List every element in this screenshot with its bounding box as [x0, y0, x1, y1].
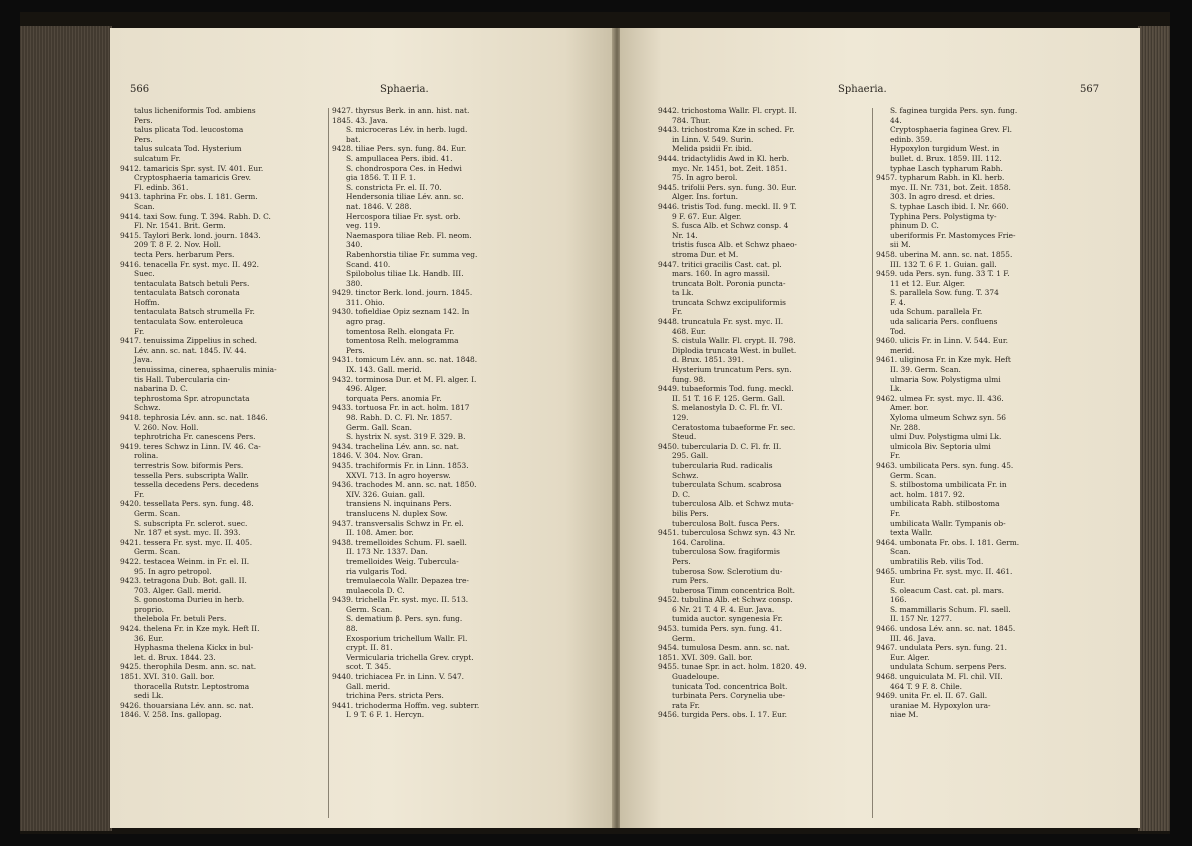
entry-continuation: trichina Pers. stricta Pers. — [346, 691, 444, 701]
entry-continuation: bullet. d. Brux. 1859. III. 112. — [890, 153, 1002, 163]
entry-continuation: tomentosa Relh. elongata Fr. — [346, 326, 455, 336]
entry-continuation: scot. T. 345. — [346, 662, 392, 672]
right-page — [620, 28, 1140, 828]
entry-continuation: II. 51 T. 16 F. 125. Germ. Gall. — [672, 393, 785, 403]
entry-continuation: 340. — [346, 240, 363, 250]
entry-continuation: Fr. — [672, 307, 683, 317]
entry-line: 9460. ulicis Fr. in Linn. V. 544. Eur. — [876, 336, 1008, 346]
entry-line: 9417. tenuissima Zippelius in sched. — [120, 336, 258, 346]
entry-line: 9464. umbonata Fr. obs. I. 181. Germ. — [876, 537, 1020, 547]
entry-continuation: mars. 160. In agro massil. — [672, 269, 770, 279]
entry-continuation: tentaculata Batsch strumella Fr. — [134, 307, 255, 317]
entry-line: 9413. taphrina Fr. obs. I. 181. Germ. — [120, 192, 258, 202]
entry-continuation: tomentosa Relh. melogramma — [346, 336, 459, 346]
entry-continuation: 75. In agro berol. — [672, 173, 738, 183]
page-edges-right — [1138, 26, 1170, 831]
entry-continuation: II. 108. Amer. bor. — [346, 528, 414, 538]
entry-continuation: 784. Thur. — [672, 115, 711, 125]
entry-line: 9466. undosa Lév. ann. sc. nat. 1845. — [876, 624, 1016, 634]
entry-continuation: Hendersonia tiliae Lév. ann. sc. — [346, 192, 464, 202]
entry-continuation: gia 1856. T. II F. 1. — [346, 173, 416, 183]
entry-continuation: 464 T. 9 F. 8. Chile. — [890, 681, 962, 691]
entry-continuation: ulmi Duv. Polystigma ulmi Lk. — [890, 432, 1002, 442]
entry-line: 9424. thelena Fr. in Kze myk. Heft II. — [120, 624, 260, 634]
entry-line: 9447. tritici gracilis Cast. cat. pl. — [658, 259, 782, 269]
entry-line: 9443. trichostroma Kze in sched. Fr. — [658, 125, 795, 135]
entry-line: 9462. ulmea Fr. syst. myc. II. 436. — [876, 393, 1004, 403]
entry-continuation: Hoffm. — [134, 297, 160, 307]
entry-continuation: II. 173 Nr. 1337. Dan. — [346, 547, 428, 557]
entry-continuation: in Linn. V. 549. Surin. — [672, 134, 754, 144]
entry-continuation: Germ. Scan. — [890, 470, 937, 480]
entry-line: 1846. V. 258. Ins. gallopag. — [120, 710, 222, 720]
entry-continuation: S. hystrix N. syst. 319 F. 329. B. — [346, 432, 466, 442]
entry-continuation: Scan. — [134, 201, 155, 211]
entry-line: 9435. trachiformis Fr. in Linn. 1853. — [332, 460, 469, 470]
entry-continuation: truncata Schwz excipuliformis — [672, 297, 786, 307]
entry-continuation: S. cistula Wallr. Fl. crypt. II. 798. — [672, 336, 796, 346]
entry-continuation: Java. — [134, 355, 153, 365]
entry-continuation: texta Wallr. — [890, 528, 933, 538]
entry-continuation: sedi Lk. — [134, 691, 164, 701]
entry-continuation: tumida auctor. syngenesia Fr. — [672, 614, 783, 624]
entry-continuation: talus licheniformis Tod. ambiens — [134, 106, 256, 115]
entry-continuation: Diplodia truncata West. in bullet. — [672, 345, 797, 355]
entry-line: 9415. Taylori Berk. lond. journ. 1843. — [120, 230, 261, 240]
entry-line: 9456. turgida Pers. obs. I. 17. Eur. — [658, 710, 788, 720]
entry-continuation: ulmaria Sow. Polystigma ulmi — [890, 374, 1001, 384]
entry-continuation: sulcatum Fr. — [134, 153, 181, 163]
entry-line: 9418. tephrosia Lév. ann. sc. nat. 1846. — [120, 413, 268, 422]
entry-continuation: Ceratostoma tubaeforme Fr. sec. — [672, 422, 796, 432]
entry-continuation: uraniae M. Hypoxylon ura- — [890, 700, 991, 710]
entry-line: 9423. tetragona Dub. Bot. gall. II. — [120, 576, 247, 586]
entry-continuation: S. dematium β. Pers. syn. fung. — [346, 614, 463, 624]
entry-continuation: Cryptosphaeria faginea Grev. Fl. — [890, 125, 1013, 135]
entry-continuation: ulmicola Biv. Septoria ulmi — [890, 441, 991, 451]
entry-continuation: III. 132 T. 6 F. 1. Guian. gall. — [890, 259, 997, 269]
entry-continuation: Tod. — [890, 326, 906, 336]
entry-continuation: XIV. 326. Guian. gall. — [346, 489, 425, 499]
entry-continuation: Pers. — [346, 345, 365, 355]
entry-continuation: Schwz. — [672, 470, 699, 480]
entry-continuation: Suec. — [134, 269, 155, 279]
entry-continuation: S. constricta Fr. el. II. 70. — [346, 182, 442, 192]
entry-continuation: S. parallela Sow. fung. T. 374 — [890, 288, 999, 298]
entry-continuation: 496. Alger. — [346, 384, 387, 394]
entry-continuation: umbratilis Reb. vilis Tod. — [890, 556, 984, 566]
entry-continuation: talus sulcata Tod. Hysterium — [134, 144, 242, 154]
entry-continuation: umbilicata Wallr. Tympanis ob- — [890, 518, 1006, 528]
entry-continuation: rata Fr. — [672, 700, 700, 710]
entry-line: 9439. trichella Fr. syst. myc. II. 513. — [332, 595, 469, 605]
entry-continuation: S. fusca Alb. et Schwz consp. 4 — [672, 221, 789, 231]
entry-line: 9469. unita Fr. el. II. 67. Gall. — [876, 691, 988, 701]
entry-continuation: tremulaecola Wallr. Depazea tre- — [346, 576, 469, 586]
entry-continuation: ria vulgaris Tod. — [346, 566, 408, 576]
entry-continuation: S. microceras Lév. in herb. lugd. — [346, 125, 468, 135]
entry-continuation: tecta Pers. herbarum Pers. — [134, 249, 235, 259]
entry-continuation: 703. Alger. Gall. merid. — [134, 585, 222, 595]
entry-continuation: II. 157 Nr. 1277. — [890, 614, 953, 624]
entry-continuation: undulata Schum. serpens Pers. — [890, 662, 1007, 672]
entry-line: 9428. tiliae Pers. syn. fung. 84. Eur. — [332, 144, 467, 154]
entry-continuation: S. gonostoma Durieu in herb. — [134, 595, 245, 605]
entry-continuation: crypt. II. 81. — [346, 643, 393, 653]
entry-line: 9468. unguiculata M. Fl. chil. VII. — [876, 672, 1003, 682]
entry-line: 9433. tortuosa Fr. in act. holm. 1817 — [332, 403, 470, 413]
entry-line: 9455. tunae Spr. in act. holm. 1820. 49. — [658, 662, 807, 672]
entry-continuation: tubercularia Rud. radicalis — [672, 460, 773, 470]
entry-continuation: agro prag. — [346, 317, 386, 327]
entry-continuation: Cryptosphaeria tamaricis Grev. — [134, 173, 252, 183]
entry-line: 9445. trifolii Pers. syn. fung. 30. Eur. — [658, 182, 797, 192]
entry-continuation: 95. In agro petropol. — [134, 566, 212, 576]
entry-continuation: 9 F. 67. Eur. Alger. — [672, 211, 742, 221]
entry-continuation: tunicata Tod. concentrica Bolt. — [672, 681, 788, 691]
entry-continuation: Fr. — [890, 451, 901, 461]
entry-continuation: truncata Bolt. Poronia puncta- — [672, 278, 786, 288]
entry-continuation: XXVI. 713. In agro hoyersw. — [346, 470, 451, 480]
entry-line: 9425. therophila Desm. ann. sc. nat. — [120, 662, 257, 672]
entry-line: 1851. XVI. 309. Gall. bor. — [658, 652, 753, 662]
entry-continuation: merid. — [890, 345, 915, 355]
entry-line: 1845. 43. Java. — [332, 115, 388, 125]
page-number: 566 — [130, 84, 150, 95]
entry-continuation: thelebola Fr. betuli Pers. — [134, 614, 227, 624]
entry-line: 1851. XVI. 310. Gall. bor. — [120, 672, 215, 682]
entry-continuation: II. 39. Germ. Scan. — [890, 365, 961, 375]
entry-continuation: d. Brux. 1851. 391. — [672, 355, 744, 365]
entry-continuation: Rabenhorstia tiliae Fr. summa veg. — [346, 249, 478, 259]
entry-continuation: III. 46. Java. — [890, 633, 936, 643]
entry-continuation: S. chondrospora Ces. in Hedwi — [346, 163, 462, 173]
entry-continuation: 98. Rabh. D. C. Fl. Nr. 1857. — [346, 413, 453, 422]
entry-continuation: Amer. bor. — [890, 403, 929, 413]
entry-continuation: Germ. Scan. — [134, 547, 181, 557]
entry-continuation: S. oleacum Cast. cat. pl. mars. — [890, 585, 1004, 595]
column-rule — [328, 108, 329, 818]
entry-line: 9414. taxi Sow. fung. T. 394. Rabh. D. C. — [120, 211, 271, 221]
running-title: Sphaeria. — [380, 84, 429, 95]
entry-continuation: proprio. — [134, 604, 165, 614]
entry-continuation: 11 et 12. Eur. Alger. — [890, 278, 965, 288]
entry-continuation: tuberosa Timm concentrica Bolt. — [672, 585, 795, 595]
entry-continuation: talus plicata Tod. leucostoma — [134, 125, 244, 135]
entry-continuation: tessella Pers. subscripta Wallr. — [134, 470, 249, 480]
left-page — [110, 28, 615, 828]
entry-line: 9461. uliginosa Fr. in Kze myk. Heft — [876, 355, 1011, 365]
entry-continuation: Hercospora tiliae Fr. syst. orb. — [346, 211, 461, 221]
entry-continuation: rolina. — [134, 451, 159, 461]
entry-line: 9444. tridactylidis Awd in Kl. herb. — [658, 153, 789, 163]
entry-continuation: Germ. Scan. — [134, 508, 181, 518]
entry-continuation: Lév. ann. sc. nat. 1845. IV. 44. — [134, 345, 247, 355]
entry-continuation: tremelloides Weig. Tubercula- — [346, 556, 459, 566]
entry-line: 9431. tomicum Lév. ann. sc. nat. 1848. — [332, 355, 478, 365]
running-title: Sphaeria. — [838, 84, 887, 95]
entry-continuation: Guadeloupe. — [672, 672, 720, 682]
entry-line: 9459. uda Pers. syn. fung. 33 T. 1 F. — [876, 269, 1010, 279]
entry-continuation: Pers. — [134, 115, 153, 125]
entry-continuation: 164. Carolina. — [672, 537, 726, 547]
entry-continuation: tenuissima, cinerea, sphaerulis minia- — [134, 365, 277, 375]
entry-line: 9458. uberina M. ann. sc. nat. 1855. — [876, 249, 1013, 259]
entry-line: 9450. tubercularia D. C. Fl. fr. II. — [658, 441, 782, 451]
entry-continuation: veg. 119. — [346, 221, 381, 231]
entry-continuation: fung. 98. — [672, 374, 706, 384]
entry-line: 9426. thouarsiana Lév. ann. sc. nat. — [120, 700, 254, 710]
entry-line: 9421. tessera Fr. syst. myc. II. 405. — [120, 537, 253, 547]
column-rule — [872, 108, 873, 818]
entry-continuation: Scand. 410. — [346, 259, 391, 269]
entry-continuation: thoracella Rutstr. Leptostroma — [134, 681, 250, 691]
entry-continuation: tuberculosa Sow. fragiformis — [672, 547, 780, 557]
entry-continuation: tuberculosa Bolt. fusca Pers. — [672, 518, 780, 528]
entry-line: 9465. umbrina Fr. syst. myc. II. 461. — [876, 566, 1013, 576]
entry-line: 9436. trachodes M. ann. sc. nat. 1850. — [332, 480, 477, 490]
entry-continuation: S. ampullacea Pers. ibid. 41. — [346, 153, 453, 163]
entry-continuation: S. mammillaris Schum. Fl. saell. — [890, 604, 1011, 614]
entry-continuation: Fl. edinb. 361. — [134, 182, 189, 192]
entry-line: 9422. testacea Weinm. in Fr. el. II. — [120, 556, 250, 566]
entry-line: 9419. teres Schwz in Linn. IV. 46. Ca- — [120, 441, 261, 451]
entry-continuation: translucens N. duplex Sow. — [346, 508, 448, 518]
entry-line: 9452. tubulina Alb. et Schwz consp. — [658, 595, 793, 605]
entry-continuation: Germ. — [672, 633, 696, 643]
entry-continuation: Gall. merid. — [346, 681, 391, 691]
entry-continuation: tuberosa Sow. Sclerotium du- — [672, 566, 783, 576]
entry-continuation: stroma Dur. et M. — [672, 249, 739, 259]
entry-line: 9457. typharum Rabh. in Kl. herb. — [876, 173, 1005, 183]
entry-line: 9429. tinctor Berk. lond. journ. 1845. — [332, 288, 473, 298]
entry-line: 9451. tuberculosa Schwz syn. 43 Nr. — [658, 528, 796, 538]
entry-continuation: niae M. — [890, 710, 919, 720]
entry-continuation: S. subscripta Fr. sclerot. suec. — [134, 518, 248, 528]
entry-line: 9430. tofieldiae Opiz seznam 142. In — [332, 307, 470, 317]
entry-line: 9427. thyrsus Berk. in ann. hist. nat. — [332, 106, 470, 115]
entry-continuation: torquata Pers. anomia Fr. — [346, 393, 442, 403]
entry-continuation: Spilobolus tiliae Lk. Handb. III. — [346, 269, 464, 279]
entry-line: 9448. truncatula Fr. syst. myc. II. — [658, 317, 784, 327]
entry-continuation: tentaculata Batsch betuli Pers. — [134, 278, 250, 288]
entry-continuation: bilis Pers. — [672, 508, 709, 518]
entry-continuation: 44. — [890, 115, 902, 125]
entry-continuation: Fr. — [134, 326, 145, 336]
entry-continuation: turbinata Pers. Corynelia ube- — [672, 691, 786, 701]
entry-continuation: let. d. Brux. 1844. 23. — [134, 652, 216, 662]
entry-continuation: Fl. Nr. 1541. Brit. Germ. — [134, 221, 226, 231]
entry-continuation: V. 260. Nov. Holl. — [134, 422, 199, 432]
entry-continuation: tentaculata Batsch coronata — [134, 288, 240, 298]
entry-line: 9441. trichoderma Hoffm. veg. subterr. — [332, 700, 480, 710]
entry-continuation: rum Pers. — [672, 576, 709, 586]
entry-continuation: Pers. — [134, 134, 153, 144]
entry-continuation: tis Hall. Tubercularia cin- — [134, 374, 231, 384]
entry-continuation: transiens N. inquinans Pers. — [346, 499, 452, 509]
entry-continuation: Germ. Gall. Scan. — [346, 422, 412, 432]
entry-line: 9437. transversalis Schwz in Fr. el. — [332, 518, 464, 528]
entry-continuation: uda Schum. parallela Fr. — [890, 307, 983, 317]
entry-continuation: Alger. Ins. fortun. — [672, 192, 738, 202]
entry-continuation: nat. 1846. V. 288. — [346, 201, 412, 211]
text-column-2 — [332, 106, 544, 720]
entry-continuation: Hysterium truncatum Pers. syn. — [672, 365, 792, 375]
entry-continuation: 380. — [346, 278, 363, 288]
entry-continuation: Nr. 288. — [890, 422, 921, 432]
page-number: 567 — [1080, 84, 1100, 95]
entry-continuation: Eur. — [890, 576, 906, 586]
entry-continuation: Xyloma ulmeum Schwz syn. 56 — [890, 413, 1006, 422]
entry-continuation: Steud. — [672, 432, 697, 442]
entry-line: 9454. tumulosa Desm. ann. sc. nat. — [658, 643, 790, 653]
entry-continuation: myc. II. Nr. 731, bot. Zeit. 1858. — [890, 182, 1011, 192]
entry-continuation: ta Lk. — [672, 288, 694, 298]
entry-continuation: bat. — [346, 134, 361, 144]
text-column-1 — [120, 106, 325, 720]
entry-continuation: umbilicata Rabh. stilbostoma — [890, 499, 1000, 509]
entry-line: 9467. undulata Pers. syn. fung. 21. — [876, 643, 1007, 653]
entry-continuation: mulaecola D. C. — [346, 585, 405, 595]
entry-continuation: Pers. — [672, 556, 691, 566]
entry-line: 9438. tremelloides Schum. Fl. saell. — [332, 537, 467, 547]
entry-continuation: S. typhae Lasch ibid. I. Nr. 660. — [890, 201, 1009, 211]
entry-continuation: 468. Eur. — [672, 326, 707, 336]
entry-continuation: Fr. — [134, 489, 145, 499]
entry-continuation: typhae Lasch typharum Rabh. — [890, 163, 1003, 173]
entry-continuation: uberiformis Fr. Mastomyces Frie- — [890, 230, 1016, 240]
entry-line: 9446. tristis Tod. fung. meckl. II. 9 T. — [658, 201, 797, 211]
entry-continuation: Schwz. — [134, 403, 161, 413]
entry-continuation: phinum D. C. — [890, 221, 939, 231]
entry-continuation: Scan. — [890, 547, 911, 557]
entry-continuation: Germ. Scan. — [346, 604, 393, 614]
entry-continuation: 6 Nr. 21 T. 4 F. 4. Eur. Java. — [672, 604, 775, 614]
entry-continuation: tentaculata Sow. enteroleuca — [134, 317, 244, 327]
entry-line: 9453. tumida Pers. syn. fung. 41. — [658, 624, 782, 634]
entry-line: 9412. tamaricis Spr. syst. IV. 401. Eur. — [120, 163, 264, 173]
entry-line: 9432. torminosa Dur. et M. Fl. alger. I. — [332, 374, 477, 384]
entry-continuation: Lk. — [890, 384, 902, 394]
entry-continuation: 209 T. 8 F. 2. Nov. Holl. — [134, 240, 222, 250]
entry-line: 9463. umbilicata Pers. syn. fung. 45. — [876, 460, 1014, 470]
entry-continuation: 88. — [346, 624, 358, 634]
entry-continuation: sii M. — [890, 240, 911, 250]
entry-continuation: Typhina Pers. Polystigma ty- — [890, 211, 997, 221]
entry-line: 9416. tenacella Fr. syst. myc. II. 492. — [120, 259, 260, 269]
entry-continuation: tuberculosa Alb. et Schwz muta- — [672, 499, 794, 509]
entry-continuation: uda salicaria Pers. confluens — [890, 317, 998, 327]
entry-continuation: tephrostoma Spr. atropunctata — [134, 393, 250, 403]
entry-continuation: I. 9 T. 6 F. 1. Hercyn. — [346, 710, 425, 720]
entry-line: 9440. trichiacea Fr. in Linn. V. 547. — [332, 672, 465, 682]
entry-continuation: S. melanostyla D. C. Fl. fr. VI. — [672, 403, 783, 413]
entry-line: 9420. tessellata Pers. syn. fung. 48. — [120, 499, 254, 509]
entry-continuation: tephrotricha Fr. canescens Pers. — [134, 432, 256, 442]
entry-line: 9449. tubaeformis Tod. fung. meckl. — [658, 384, 794, 394]
entry-continuation: myc. Nr. 1451, bot. Zeit. 1851. — [672, 163, 787, 173]
entry-continuation: S. stilbostoma umbilicata Fr. in — [890, 480, 1007, 490]
text-column-2 — [876, 106, 1088, 720]
entry-continuation: Melida psidii Fr. ibid. — [672, 144, 752, 154]
page-edges-left — [20, 26, 112, 831]
entry-continuation: tuberculata Schum. scabrosa — [672, 480, 782, 490]
entry-continuation: 311. Ohio. — [346, 297, 385, 307]
text-column-1 — [658, 106, 868, 720]
entry-continuation: D. C. — [672, 489, 691, 499]
entry-continuation: Nr. 14. — [672, 230, 698, 240]
entry-continuation: act. holm. 1817. 92. — [890, 489, 965, 499]
entry-continuation: Vermicularia trichella Grev. crypt. — [346, 652, 474, 662]
open-book — [20, 12, 1170, 834]
entry-continuation: 295. Gall. — [672, 451, 709, 461]
entry-continuation: Naemaspora tiliae Reb. Fl. neom. — [346, 230, 472, 240]
entry-continuation: tristis fusca Alb. et Schwz phaeo- — [672, 240, 797, 250]
entry-continuation: F. 4. — [890, 297, 906, 307]
entry-continuation: tessella decedens Pers. decedens — [134, 480, 259, 490]
entry-continuation: edinb. 359. — [890, 134, 933, 144]
entry-continuation: Eur. Alger. — [890, 652, 930, 662]
entry-line: 1846. V. 304. Nov. Gran. — [332, 451, 423, 461]
entry-continuation: IX. 143. Gall. merid. — [346, 365, 422, 375]
entry-continuation: 36. Eur. — [134, 633, 164, 643]
entry-continuation: 303. In agro dresd. et dries. — [890, 192, 995, 202]
entry-continuation: Fr. — [890, 508, 901, 518]
entry-continuation: nabarina D. C. — [134, 384, 188, 394]
entry-continuation: 166. — [890, 595, 907, 605]
entry-continuation: Hyphasma thelena Kickx in bul- — [134, 643, 254, 653]
entry-continuation: Nr. 187 et syst. myc. II. 393. — [134, 528, 241, 538]
entry-line: 9442. trichostoma Wallr. Fl. crypt. II. — [658, 106, 797, 115]
entry-continuation: Hypoxylon turgidum West. in — [890, 144, 1000, 154]
entry-continuation: 129. — [672, 413, 689, 422]
entry-continuation: terrestris Sow. biformis Pers. — [134, 460, 244, 470]
entry-line: 9434. trachelina Lév. ann. sc. nat. — [332, 441, 459, 451]
entry-continuation: S. faginea turgida Pers. syn. fung. — [890, 106, 1018, 115]
entry-continuation: Exosporium trichellum Wallr. Fl. — [346, 633, 468, 643]
